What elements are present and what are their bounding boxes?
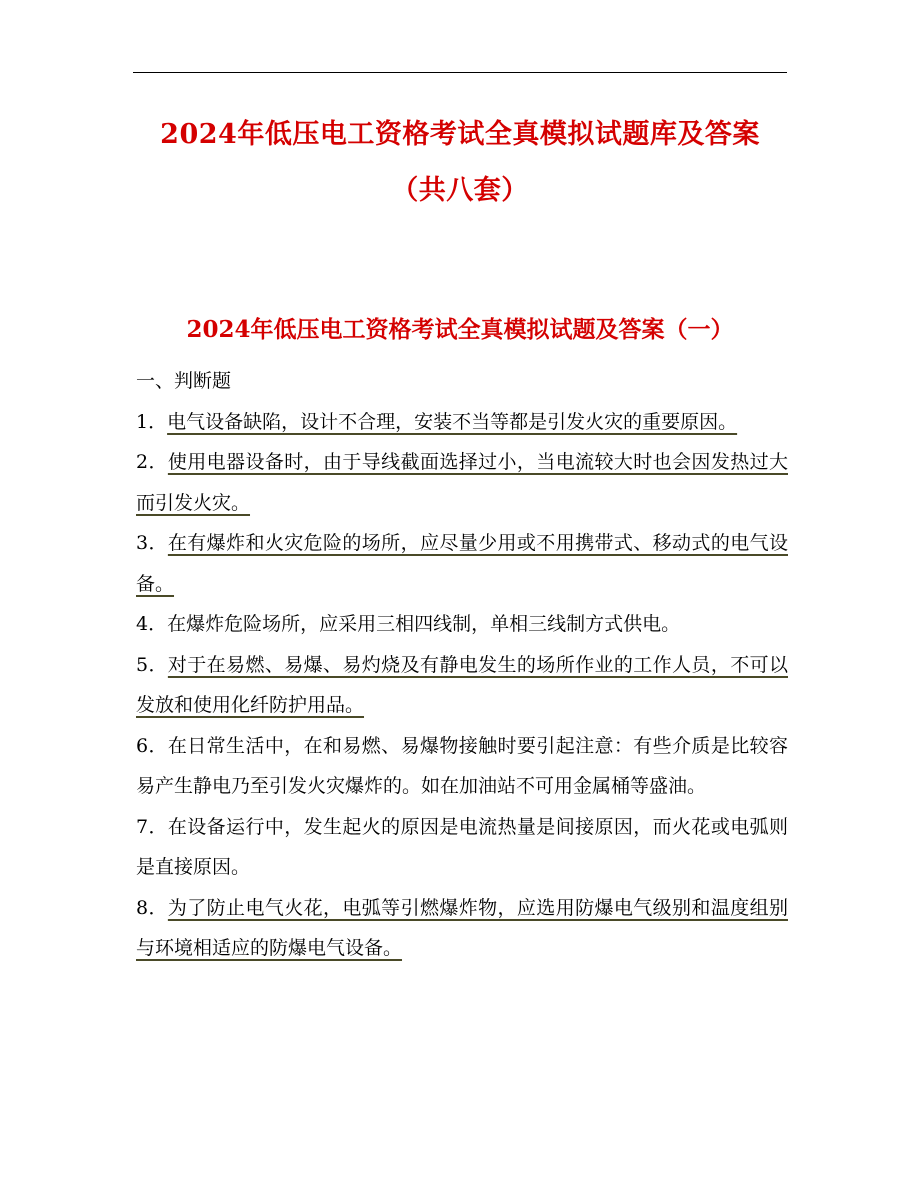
section-title: 2024年低压电工资格考试全真模拟试题及答案（一） [186, 316, 734, 343]
question-text: 为了防止电气火花，电弧等引燃爆炸物，应选用防爆电气级别和温度组别与环境相适应的防爆电气设备。 [136, 896, 788, 959]
question-number: 3． [136, 532, 168, 554]
question-text: 在日常生活中，在和易燃、易爆物接触时要引起注意：有些介质是比较容易产生静电乃至引发火灾爆炸的。如在加油站不可用金属桶等盛油。 [136, 734, 788, 797]
question-number: 1． [136, 410, 168, 433]
question-item [136, 402, 788, 443]
question-number: 2． [136, 451, 168, 473]
question-item [136, 645, 788, 726]
header-rule [133, 72, 787, 73]
part-label: 一、判断题 [136, 370, 232, 392]
question-list [136, 361, 788, 969]
question-text: 在有爆炸和火灾危险的场所，应尽量少用或不用携带式、移动式的电气设备。 [136, 532, 788, 595]
question-number: 5． [136, 653, 168, 676]
question-item [136, 807, 788, 888]
document-subtitle: （共八套） [391, 175, 529, 206]
question-item [136, 523, 788, 604]
question-number: 4． [136, 613, 168, 635]
question-item [136, 726, 788, 807]
question-text: 使用电器设备时，由于导线截面选择过小，当电流较大时也会因发热过大而引发火灾。 [136, 451, 788, 514]
question-number: 6． [136, 734, 168, 757]
question-item [136, 888, 788, 969]
question-item [136, 604, 788, 645]
question-text: 电气设备缺陷，设计不合理，安装不当等都是引发火灾的重要原因。 [167, 410, 738, 433]
question-text: 对于在易燃、易爆、易灼烧及有静电发生的场所作业的工作人员，不可以发放和使用化纤防护用品。 [136, 653, 788, 716]
question-number: 8． [136, 896, 168, 919]
question-number: 7． [136, 815, 168, 838]
question-text: 在设备运行中，发生起火的原因是电流热量是间接原因，而火花或电弧则是直接原因。 [136, 815, 788, 878]
question-text: 在爆炸危险场所，应采用三相四线制，单相三线制方式供电。 [167, 613, 681, 635]
document-title: 2024年低压电工资格考试全真模拟试题库及答案 [160, 119, 760, 150]
question-item [136, 442, 788, 523]
